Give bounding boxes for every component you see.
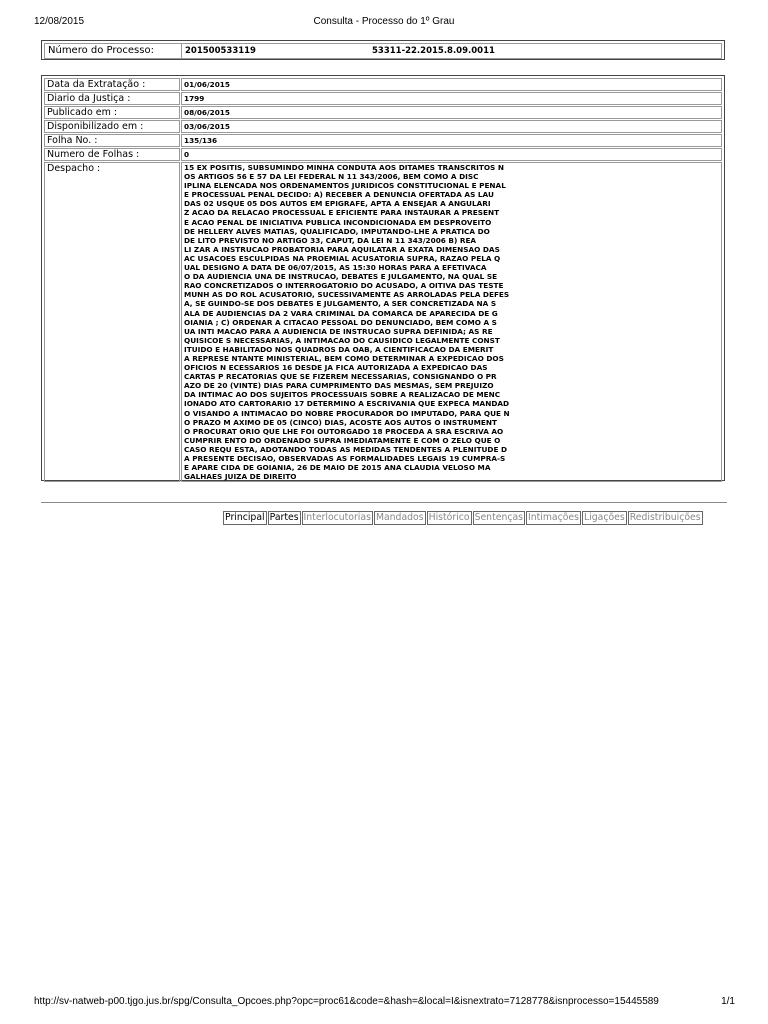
tab-historico[interactable]: Histórico (428, 512, 470, 523)
process-number-value (181, 43, 722, 59)
tab-mandados[interactable]: Mandados (375, 512, 424, 523)
print-url: http://sv-natweb-p00.tjgo.jus.br/spg/Consulta_Opcoes.php?opc=proc61&code=&hash=&local=I&isnextrato=7128778&isnprocesso=15445589 (34, 996, 659, 1007)
row-label: Publicado em : (44, 106, 180, 119)
print-header (0, 16, 768, 30)
row-label: Data da Extratação : (44, 78, 180, 91)
row-value: 01/06/2015 (181, 78, 722, 91)
process-number-label: Número do Processo: (44, 43, 182, 59)
table-row (44, 106, 722, 119)
print-title: Consulta - Processo do 1º Grau (313, 16, 455, 27)
table-row (44, 92, 722, 105)
print-page-number: 1/1 (721, 996, 735, 1007)
table-row (44, 148, 722, 161)
table-row (44, 120, 722, 133)
row-value: 08/06/2015 (181, 106, 722, 119)
row-label: Disponibilizado em : (44, 120, 180, 133)
print-date: 12/08/2015 (34, 16, 85, 27)
process-cnj-number: 53311-22.2015.8.09.0011 (372, 46, 495, 56)
row-value: 1799 (181, 92, 722, 105)
table-row (44, 78, 722, 91)
separator-line (41, 502, 727, 503)
row-label: Diario da Justiça : (44, 92, 180, 105)
tab-redistribuicoes[interactable]: Redistribuições (629, 512, 701, 523)
table-row (44, 134, 722, 147)
tab-ligacoes[interactable]: Ligações (583, 512, 625, 523)
row-value: 03/06/2015 (181, 120, 722, 133)
tab-partes[interactable]: Partes (269, 512, 299, 523)
tab-sentencas[interactable]: Sentenças (474, 512, 523, 523)
process-tabs (223, 511, 703, 525)
tab-principal[interactable]: Principal (225, 512, 265, 523)
despacho-label: Despacho : (44, 162, 180, 482)
publication-details-table (43, 77, 723, 483)
row-value: 135/136 (181, 134, 722, 147)
row-value: 0 (181, 148, 722, 161)
row-label: Folha No. : (44, 134, 180, 147)
process-number: 201500533119 (185, 46, 256, 56)
publication-details-box (41, 75, 725, 481)
tab-interlocutorias[interactable]: Interlocutorias (303, 512, 371, 523)
despacho-text: 15 EX POSITIS, SUBSUMINDO MINHA CONDUTA AOS DITAMES TRANSCRITOS N OS ARTIGOS 56 E 57 DA LEI FEDERAL N 11 343/2006, BEM COMO A DISC IPLINA ELENCADA NOS ORDENAMENTOS JURIDICOS CONSTITUCIONAL E PENAL E PROCESSUAL PENAL DECIDO: A) RECEBER A DENUNCIA OFERTADA AS LAU DAS 02 USQUE 05 DOS AUTOS EM EPIGRAFE, APTA A ENSEJAR A ANGULARI Z ACAO DA RELACAO PROCESSUAL E EFICIENTE PARA INSTAURAR A PRESENT E ACAO PENAL DE INICIATIVA PUBLICA INCONDICIONADA EM DESPROVEITO DE HELLERY ALVES MATIAS, QUALIFICADO, IMPUTANDO-LHE A PRATICA DO DE LITO PREVISTO NO ARTIGO 33, CAPUT, DA LEI N 11 343/2006 B) REA LI ZAR A INSTRUCAO PROBATORIA PARA AQUILATAR A EXATA DIMENSAO DAS AC USACOES ESCULPIDAS NA PROEMIAL ACUSATORIA SUPRA, RAZAO PELA Q UAL DESIGNO A DATA DE 06/07/2015, AS 15:30 HORAS PARA A EFETIVACA O DA AUDIENCIA UNA DE INSTRUCAO, DEBATES E JULGAMENTO, NA QUAL SE RAO CONCRETIZADOS O INTERROGATORIO DO ACUSADO, A OITIVA DAS TESTE MUNH AS DO ROL ACUSATORIO, SUCESSIVAMENTE AS ARROLADAS PELA DEFES A, SE GUINDO-SE DOS DEBATES E JULGAMENTO, A SER CONCRETIZADA NA S ALA DE AUDIENCIAS DA 2 VARA CRIMINAL DA COMARCA DE APARECIDA DE G OIANIA ; C) ORDENAR A CITACAO PESSOAL DO DENUNCIADO, BEM COMO A S UA INTI MACAO PARA A AUDIENCIA DE INSTRUCAO SUPRA DEFINIDA; AS RE QUISICOE S NECESSARIAS, A INTIMACAO DO CAUSIDICO LEGALMENTE CONST ITUIDO E HABILITADO NOS QUADROS DA OAB, A CIENTIFICACAO DA EMERIT A REPRESE NTANTE MINISTERIAL, BEM COMO DETERMINAR A EXPEDICAO DOS OFICIOS N ECESSARIOS 16 DESDE JA FICA AUTORIZADA A EXPEDICAO DAS CARTAS P RECATORIAS QUE SE FIZEREM NECESSARIAS, CONSIGNANDO O PR AZO DE 20 (VINTE) DIAS PARA CUMPRIMENTO DAS MESMAS, SEM PREJUIZO DA INTIMAC AO DOS SUJEITOS PROCESSUAIS SOBRE A REALIZACAO DE MENC IONADO ATO CARTORARIO 17 DETERMINO A ESCRIVANIA QUE EXPECA MANDAD O VISANDO A INTIMACAO DO NOBRE PROCURADOR DO IMPUTADO, PARA QUE N O PRAZO M AXIMO DE 05 (CINCO) DIAS, ACOSTE AOS AUTOS O INSTRUMENT O PROCURAT ORIO QUE LHE FOI OUTORGADO 18 PROCEDA A SRA ESCRIVA AO CUMPRIR ENTO DO ORDENADO SUPRA IMEDIATAMENTE E COM O ZELO QUE O CASO REQU ESTA, ADOTANDO TODAS AS MEDIDAS TENDENTES A PLENITUDE D A PRESENTE DECISAO, OBSERVADAS AS FORMALIDADES LEGAIS 19 CUMPRA-S E APARE CIDA DE GOIANIA, 26 DE MAIO DE 2015 ANA CLAUDIA VELOSO MA GALHAES JUIZA DE DIREITO (181, 162, 722, 482)
tab-intimacoes[interactable]: Intimações (528, 512, 579, 523)
process-number-box (41, 40, 725, 60)
row-label: Numero de Folhas : (44, 148, 180, 161)
table-row-despacho (44, 162, 722, 482)
